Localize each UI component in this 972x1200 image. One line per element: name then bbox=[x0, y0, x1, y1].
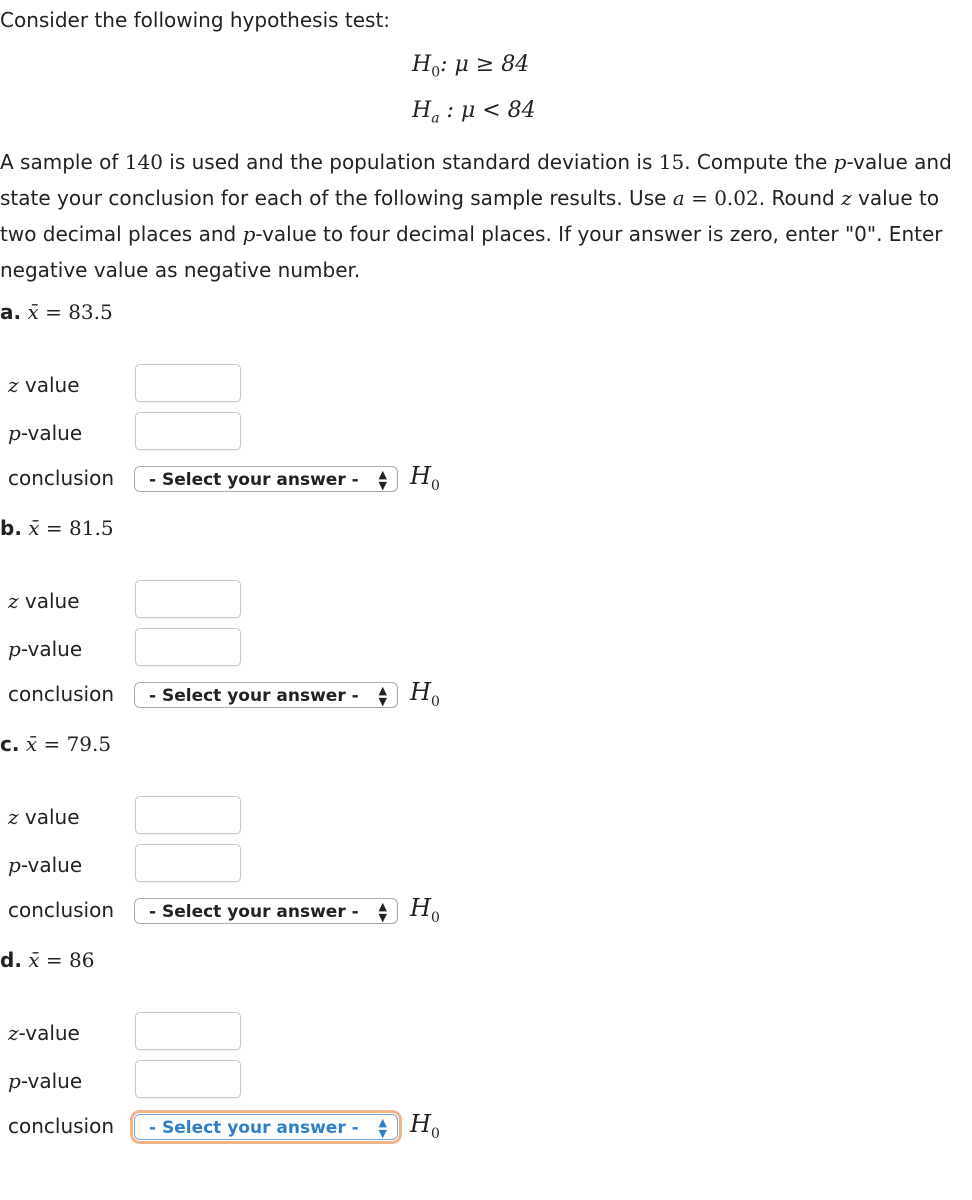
intro-text: Consider the following hypothesis test: bbox=[0, 8, 391, 32]
part-d-p-label: p-value bbox=[8, 1069, 83, 1093]
select-arrows-icon: ▲ ▼ bbox=[378, 468, 387, 492]
part-d-conclusion-label: conclusion bbox=[8, 1114, 115, 1138]
part-c-conclusion-label: conclusion bbox=[8, 898, 115, 922]
part-a-p-label: p-value bbox=[8, 421, 83, 445]
part-a-z-label: z value bbox=[8, 373, 80, 397]
part-b-heading: b. x̄ = 81.5 bbox=[0, 516, 114, 540]
part-b-h0: $H_0$ bbox=[410, 678, 440, 710]
part-d-p-input[interactable] bbox=[135, 1060, 241, 1098]
part-a-h0: $H_0$ bbox=[410, 462, 440, 494]
select-arrows-icon: ▲ ▼ bbox=[378, 900, 387, 924]
null-hypothesis: $H_0$: μ ≥ 84 bbox=[412, 52, 530, 81]
problem-statement: A sample of 140 is used and the population standard deviation is 15. Compute the p-value and state your conclusion for each of the following sample results. Use a = 0.02. Round z value to two decimal places and p-value to four decimal places. If your answer is zero, enter "0". Enter negative value as negative number. bbox=[0, 150, 952, 282]
part-b-p-input[interactable] bbox=[135, 628, 241, 666]
part-d-z-input[interactable] bbox=[135, 1012, 241, 1050]
part-c-h0: $H_0$ bbox=[410, 894, 440, 926]
part-c-conclusion-select[interactable]: - Select your answer - ▲ ▼ bbox=[134, 898, 398, 924]
part-d-heading: d. x̄ = 86 bbox=[0, 948, 95, 972]
part-b-z-label: z value bbox=[8, 589, 80, 613]
part-c-z-label: z value bbox=[8, 805, 80, 829]
part-b-conclusion-label: conclusion bbox=[8, 682, 115, 706]
part-d-z-label: z-value bbox=[8, 1021, 80, 1045]
part-d-conclusion-select[interactable]: - Select your answer - ▲ ▼ bbox=[134, 1114, 398, 1140]
part-b-p-label: p-value bbox=[8, 637, 83, 661]
part-c-p-label: p-value bbox=[8, 853, 83, 877]
part-c-p-input[interactable] bbox=[135, 844, 241, 882]
part-a-heading: a. x̄ = 83.5 bbox=[0, 300, 113, 324]
select-arrows-icon: ▲ ▼ bbox=[378, 684, 387, 708]
part-c-z-input[interactable] bbox=[135, 796, 241, 834]
part-a-conclusion-select[interactable]: - Select your answer - ▲ ▼ bbox=[134, 466, 398, 492]
part-a-p-input[interactable] bbox=[135, 412, 241, 450]
part-c-heading: c. x̄ = 79.5 bbox=[0, 732, 112, 756]
alternative-hypothesis: $H_a$ : μ < 84 bbox=[412, 98, 536, 127]
part-b-z-input[interactable] bbox=[135, 580, 241, 618]
part-a-z-input[interactable] bbox=[135, 364, 241, 402]
part-d-h0: $H_0$ bbox=[410, 1110, 440, 1142]
select-arrows-icon: ▲ ▼ bbox=[378, 1116, 387, 1140]
part-b-conclusion-select[interactable]: - Select your answer - ▲ ▼ bbox=[134, 682, 398, 708]
part-a-conclusion-label: conclusion bbox=[8, 466, 115, 490]
